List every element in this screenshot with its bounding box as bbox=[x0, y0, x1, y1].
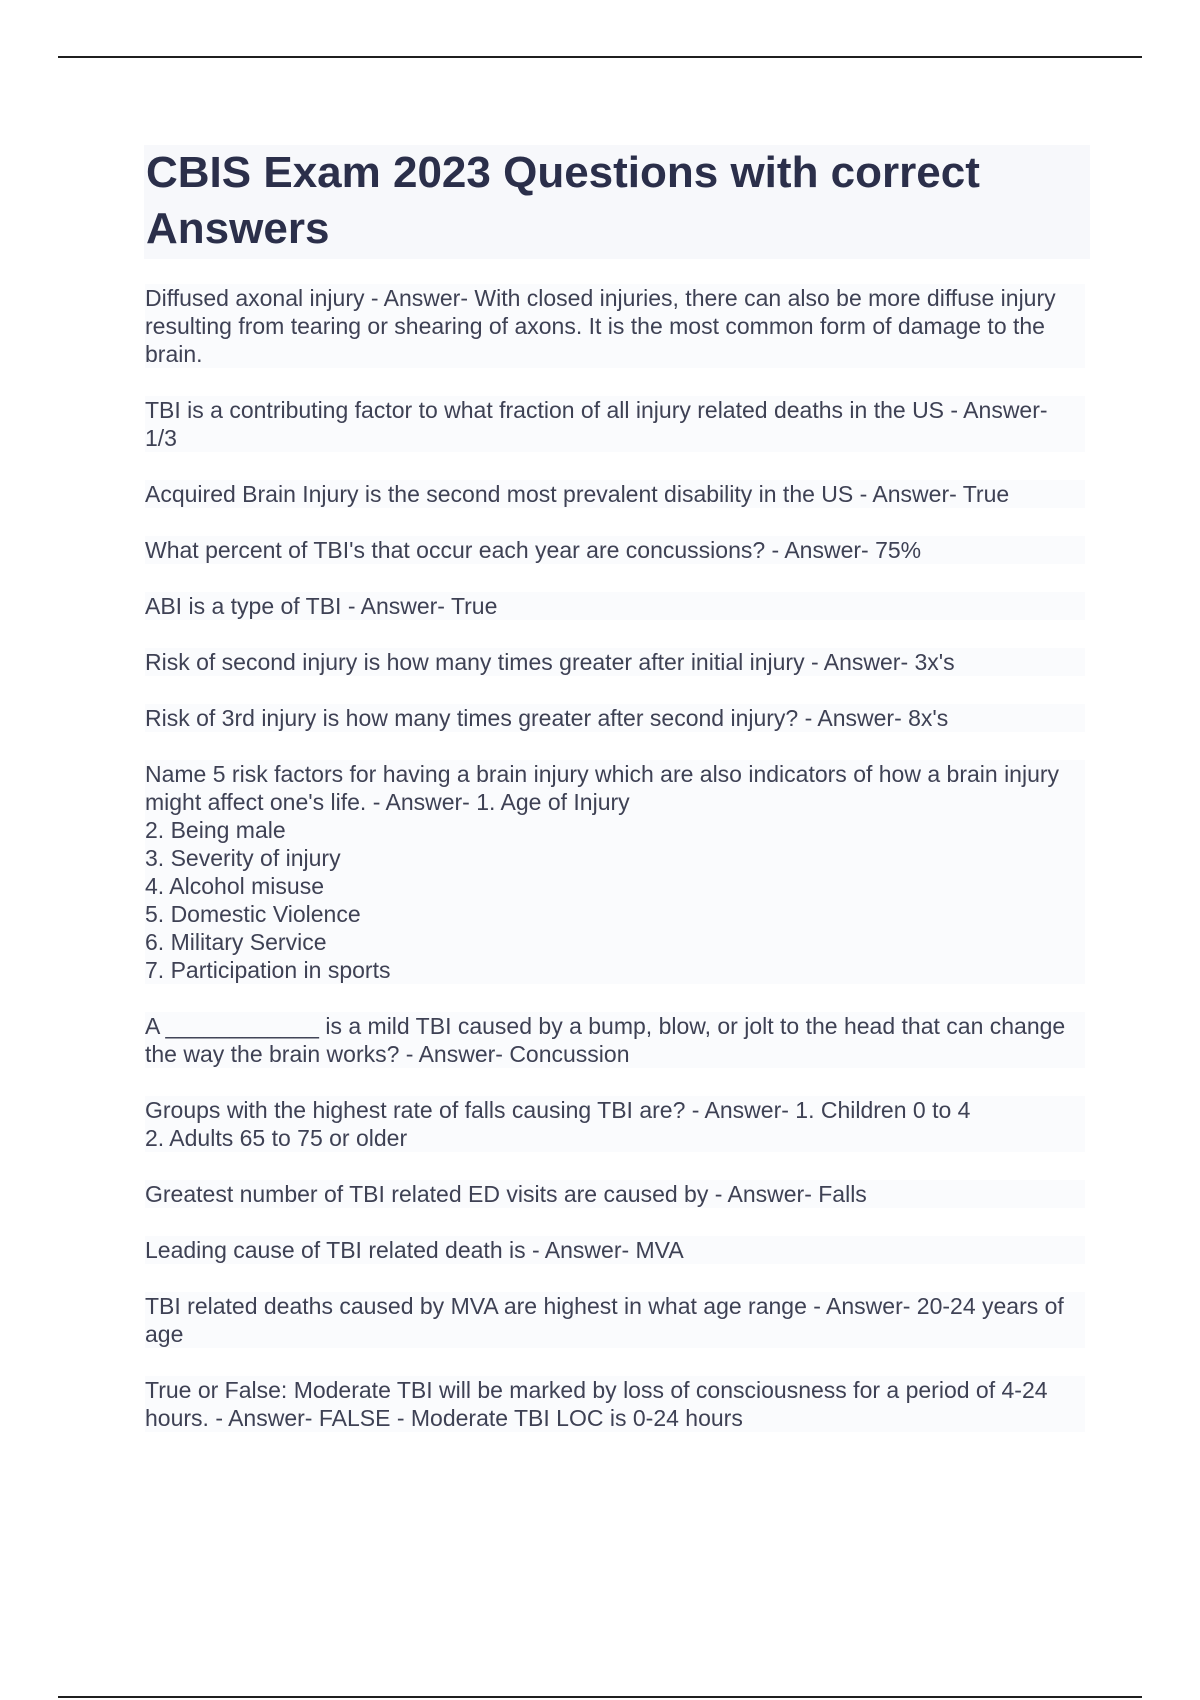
qa-item: Greatest number of TBI related ED visits are caused by - Answer- Falls bbox=[145, 1180, 1085, 1208]
qa-list bbox=[145, 284, 1085, 1460]
qa-item: TBI is a contributing factor to what fraction of all injury related deaths in the US - Answer- 1/3 bbox=[145, 396, 1085, 452]
qa-item: Leading cause of TBI related death is - Answer- MVA bbox=[145, 1236, 1085, 1264]
footer-rule bbox=[58, 1696, 1142, 1698]
qa-item: True or False: Moderate TBI will be marked by loss of consciousness for a period of 4-24 hours. - Answer- FALSE - Moderate TBI LOC is 0-24 hours bbox=[145, 1376, 1085, 1432]
qa-item: TBI related deaths caused by MVA are highest in what age range - Answer- 20-24 years of age bbox=[145, 1292, 1085, 1348]
qa-item: Name 5 risk factors for having a brain injury which are also indicators of how a brain injury might affect one's life. - Answer- 1. Age of Injury 2. Being male 3. Severity of injury 4. Alcohol misuse 5. Domestic Violence 6. Military Service 7. Participation in sports bbox=[145, 760, 1085, 984]
header-rule bbox=[58, 56, 1142, 58]
document-title: CBIS Exam 2023 Questions with correct Answers bbox=[146, 148, 980, 253]
qa-item: Risk of 3rd injury is how many times greater after second injury? - Answer- 8x's bbox=[145, 704, 1085, 732]
qa-item: A ____________ is a mild TBI caused by a bump, blow, or jolt to the head that can change the way the brain works? - Answer- Concussion bbox=[145, 1012, 1085, 1068]
qa-item: ABI is a type of TBI - Answer- True bbox=[145, 592, 1085, 620]
qa-item: Acquired Brain Injury is the second most prevalent disability in the US - Answer- True bbox=[145, 480, 1085, 508]
qa-item: Risk of second injury is how many times greater after initial injury - Answer- 3x's bbox=[145, 648, 1085, 676]
qa-item: Diffused axonal injury - Answer- With closed injuries, there can also be more diffuse injury resulting from tearing or shearing of axons. It is the most common form of damage to the brain. bbox=[145, 284, 1085, 368]
qa-item: What percent of TBI's that occur each year are concussions? - Answer- 75% bbox=[145, 536, 1085, 564]
qa-item: Groups with the highest rate of falls causing TBI are? - Answer- 1. Children 0 to 4 2. Adults 65 to 75 or older bbox=[145, 1096, 1085, 1152]
title-block bbox=[144, 145, 1090, 259]
